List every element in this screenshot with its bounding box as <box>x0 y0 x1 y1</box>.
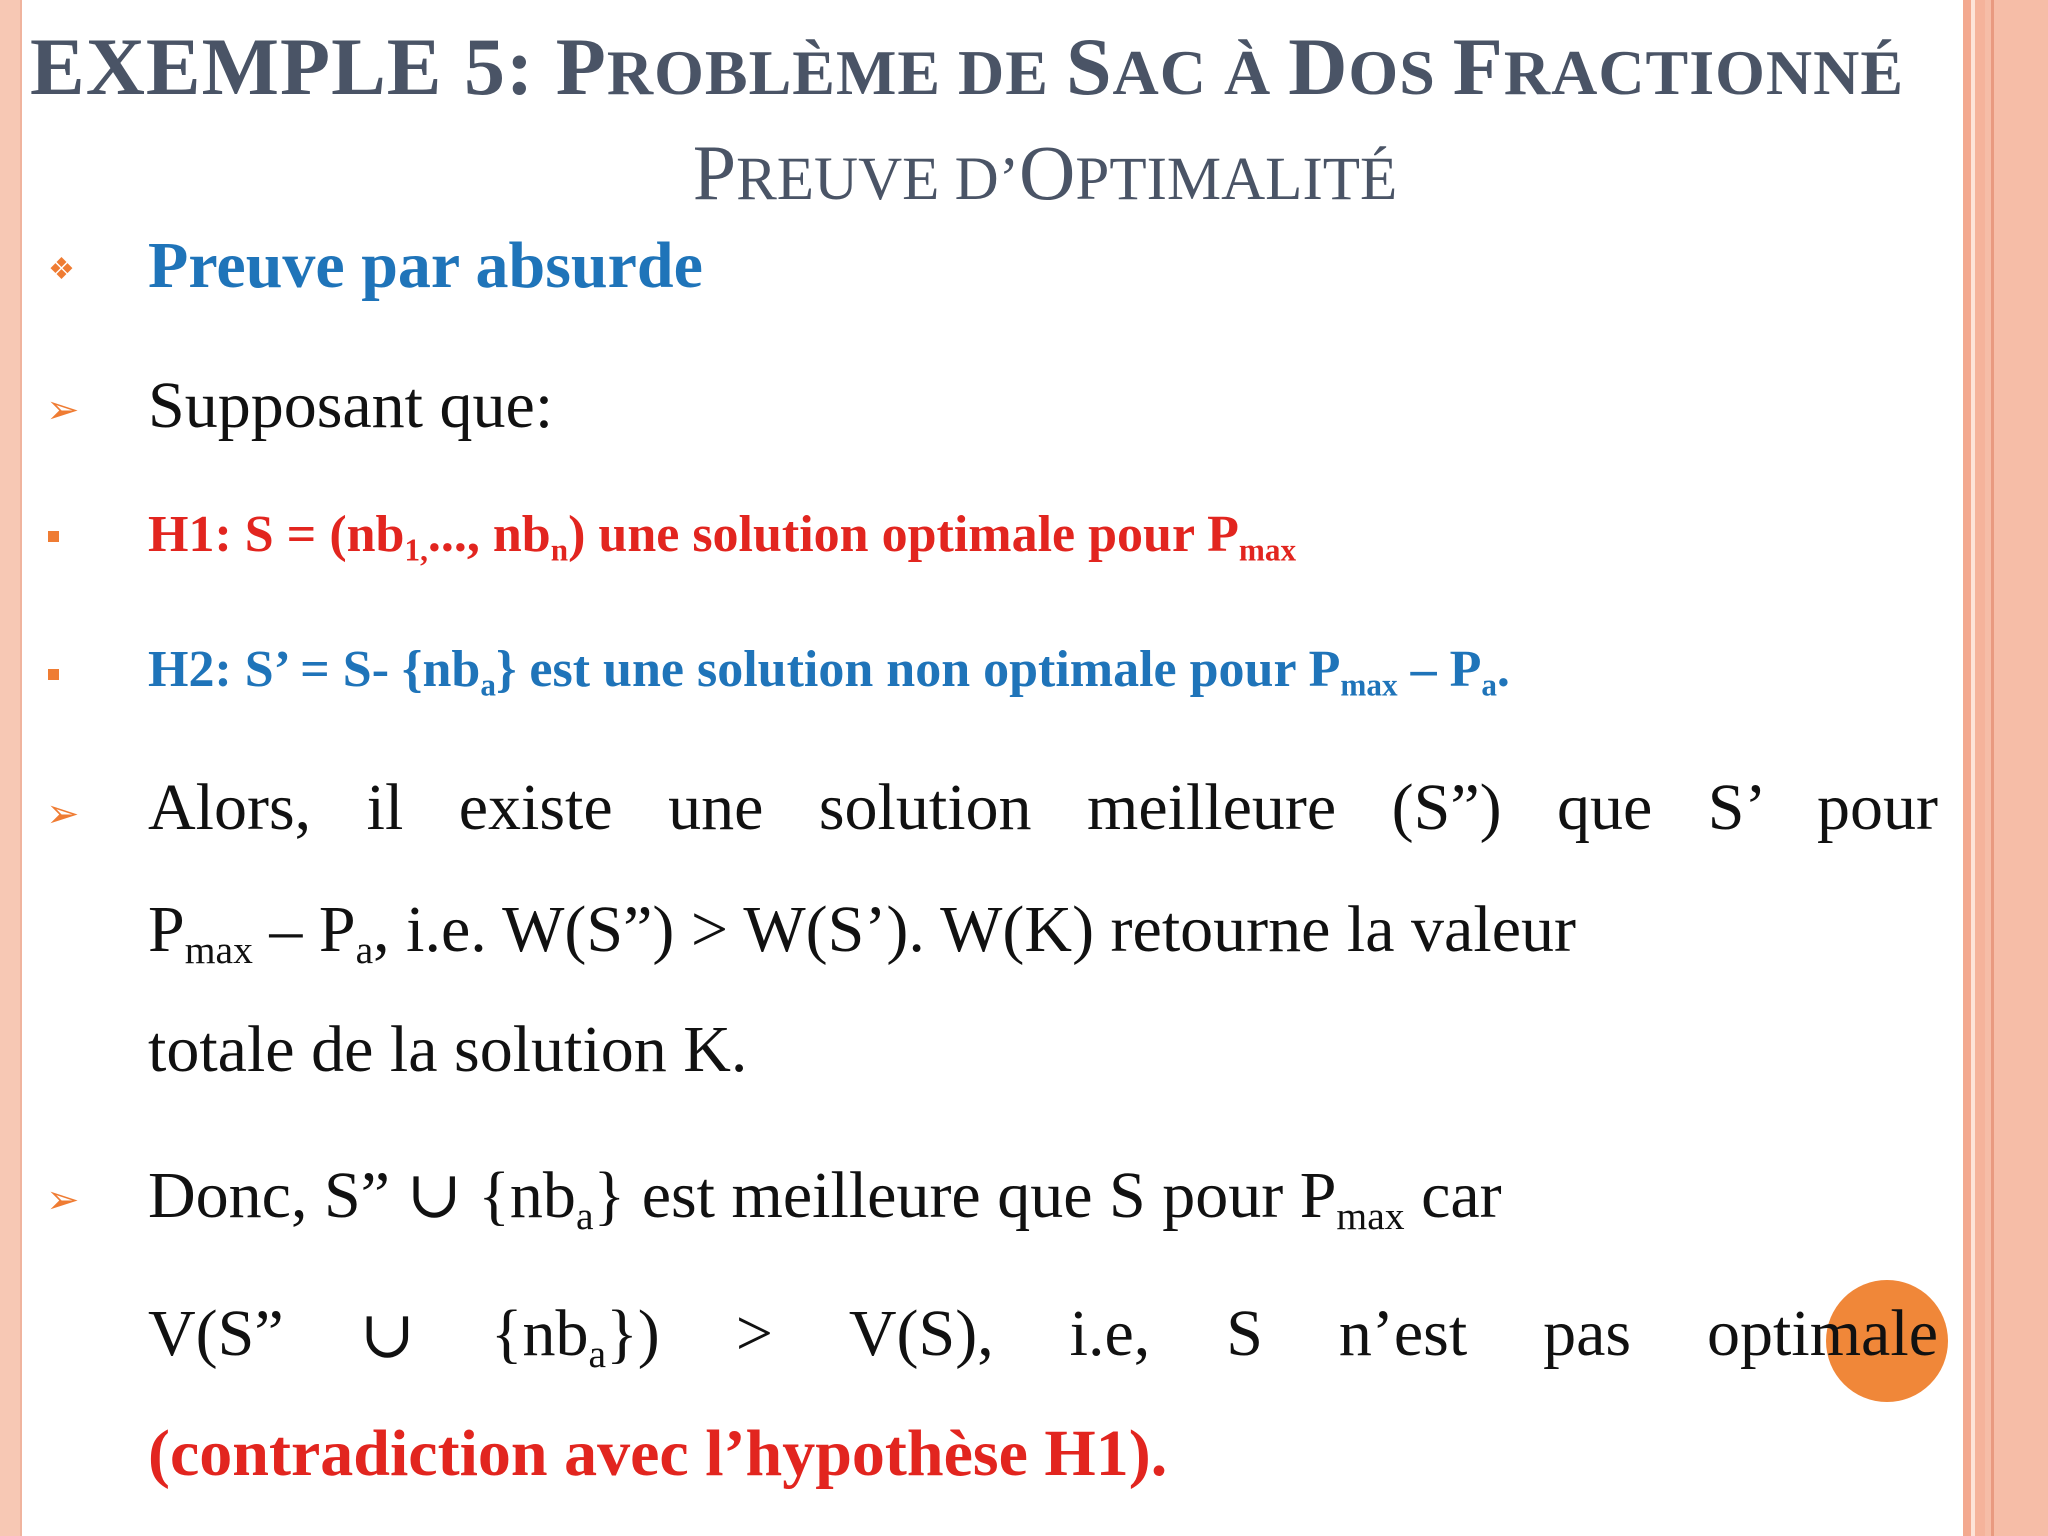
square-bullet-icon <box>48 669 59 680</box>
slide-title: EXEMPLE 5: PROBLÈME DE SAC À DOS FRACTIONNÉ <box>30 21 1905 112</box>
alors-line-1: Alors, il existe une solution meilleure (S”) que S’ pour <box>148 771 1938 844</box>
section-heading: Preuve par absurde <box>148 229 703 302</box>
arrow-bullet-icon: ➢ <box>46 791 80 836</box>
alors-line-2 <box>148 892 1938 972</box>
pmax-term: $P_{max} - P_a$, i.e. W(S”) > W(S’). W(K) retourne la valeur <box>148 893 1576 972</box>
hypothesis-h2: H2: S’ = S- $\{nb_a\}$ est une solution non optimale pour $P_{max} - P_a$. <box>148 641 1510 703</box>
arrow-bullet-icon: ➢ <box>46 387 80 432</box>
diamond-bullet-icon: ❖ <box>48 253 75 286</box>
supposant-text: Supposant que: <box>148 369 554 442</box>
slide-subtitle: PREUVE D’OPTIMALITÉ <box>692 129 1398 216</box>
left-border-decoration <box>0 0 22 1536</box>
arrow-bullet-icon: ➢ <box>46 1177 80 1222</box>
alors-line-3: totale de la solution K. <box>148 1013 748 1086</box>
contradiction-text: (contradiction avec l’hypothèse H1). <box>148 1417 1168 1490</box>
donc-line-2: V(S” ∪ $\{nb_a\}$) > V(S), i.e, S n’est pas optimale <box>148 1297 1938 1376</box>
hypothesis-h1: H1: $S = (nb_{1,}$..., $nb_n$) une solution optimale pour $P_{max}$ <box>148 506 1297 568</box>
donc-line-1: Donc, S” ∪ $\{nb_a\}$ est meilleure que S pour $P_{max}$ car <box>148 1159 1502 1238</box>
right-border-decoration <box>1963 0 2048 1536</box>
square-bullet-icon <box>48 531 59 542</box>
